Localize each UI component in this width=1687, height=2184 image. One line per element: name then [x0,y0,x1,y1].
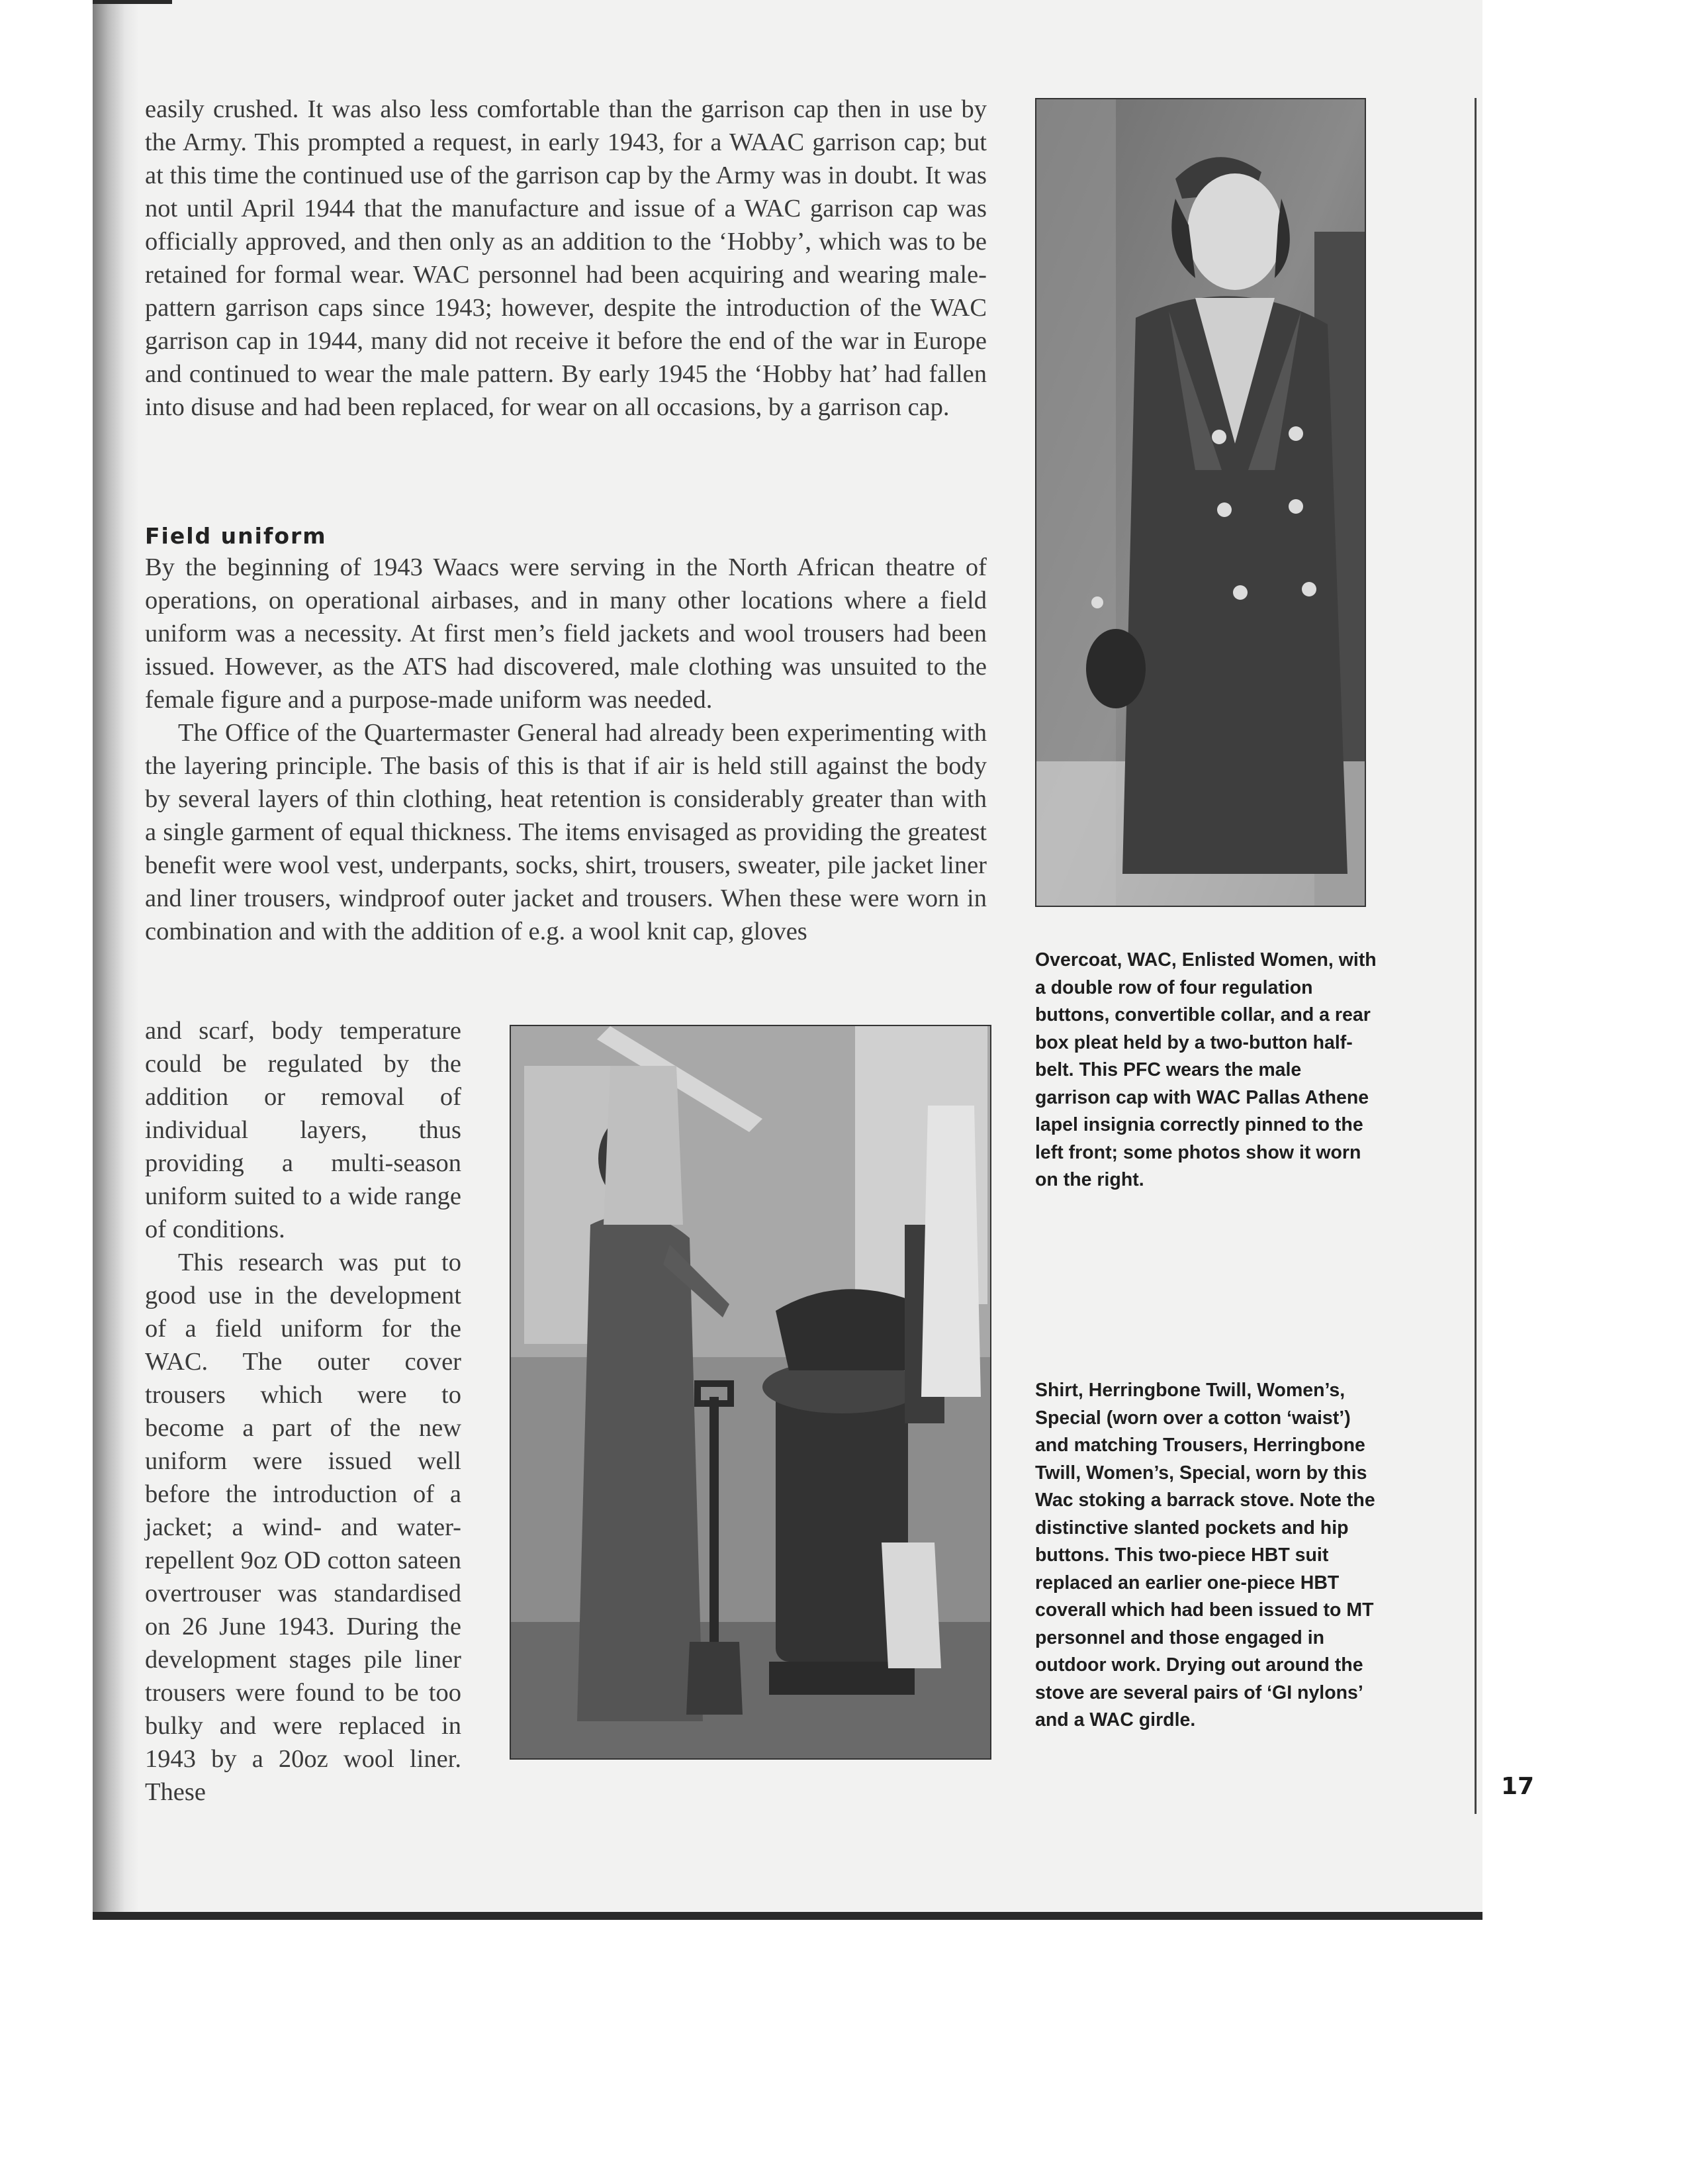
page-bottom-edge [93,1912,1482,1920]
paragraph-2: The Office of the Quartermaster General had already been experimenting with the layering principle. The basis of this is that if air is held still against the body by several layers of thin clothing, heat retention is considerably greater than with a single garment of equal thickness. The items envisaged as providing the greatest benefit were wool vest, underpants, socks, shirt, trousers, sweater, pile jacket liner and liner trousers, windproof outer jacket and trousers. When these were worn in combination and with the addition of e.g. a wool knit cap, gloves [145,719,987,945]
intro-paragraph [145,93,987,424]
page-top-edge [93,0,172,4]
page-number: 17 [1501,1773,1535,1800]
section-heading: Field uniform [145,523,327,549]
paragraph-2-continued: and scarf, body temperature could be regulated by the addition or removal of individual layers, thus providing a multi-season uniform suited to a wide range of conditions. [145,1017,461,1243]
field-uniform-text [145,551,987,948]
shirt-caption: Shirt, Herringbone Twill, Women’s, Special (worn over a cotton ‘waist’) and matching Trousers, Herringbone Twill, Women’s, Special, worn by this Wac stoking a barrack stove. Note the distinctive slanted pockets and hip buttons. This two-piece HBT suit replaced an earlier one-piece HBT coverall which had been issued to MT personnel and those engaged in outdoor work. Drying out around the stove are several pairs of ‘GI nylons’ and a WAC girdle. [1035,1380,1375,1731]
book-page [93,0,1535,1920]
stove-photo [510,1025,991,1760]
column-rule [1475,98,1477,1814]
overcoat-caption: Overcoat, WAC, Enlisted Women, with a double row of four regulation buttons, convertible collar, and a rear box pleat held by a two-button half-belt. This PFC wears the male garrison cap with WAC Pallas Athene lapel insignia correctly pinned to the left front; some photos show it worn on the right. [1035,949,1377,1190]
intro-text: easily crushed. It was also less comfortable than the garrison cap then in use by the Army. This prompted a request, in early 1943, for a WAAC garrison cap; but at this time the continued use of the garrison cap by the Army was in doubt. It was not until April 1944 that the manufacture and issue of a WAC garrison cap was officially approved, and then only as an addition to the ‘Hobby’, which was to be retained for formal wear. WAC personnel had been acquiring and wearing male-pattern garrison caps since 1943; however, despite the introduction of the WAC garrison cap in 1944, many did not receive it before the end of the war in Europe and continued to wear the male pattern. By early 1945 the ‘Hobby hat’ had fallen into disuse and had been replaced, for wear on all occasions, by a garrison cap. [145,95,987,421]
overcoat-photo [1035,98,1366,907]
paragraph-3: This research was put to good use in the development of a field uniform for the WAC. The outer cover trousers which were to become a part of the new uniform were issued well before the introduction of a jacket; a wind- and water-repellent 9oz OD cotton sateen overtrouser was standardised on 26 June 1943. During the development stages pile liner trousers were found to be too bulky and were replaced in 1943 by a 20oz wool liner. These [145,1249,461,1806]
spine-shadow [93,0,139,1920]
paragraph-1: By the beginning of 1943 Waacs were serving in the North African theatre of operations, on operational airbases, and in many other locations where a field uniform was a necessity. At first men’s field jackets and wool trousers had been issued. However, as the ATS had discovered, male clothing was unsuited to the female figure and a purpose-made uniform was needed. [145,553,987,714]
narrow-column-text [145,1014,461,1809]
